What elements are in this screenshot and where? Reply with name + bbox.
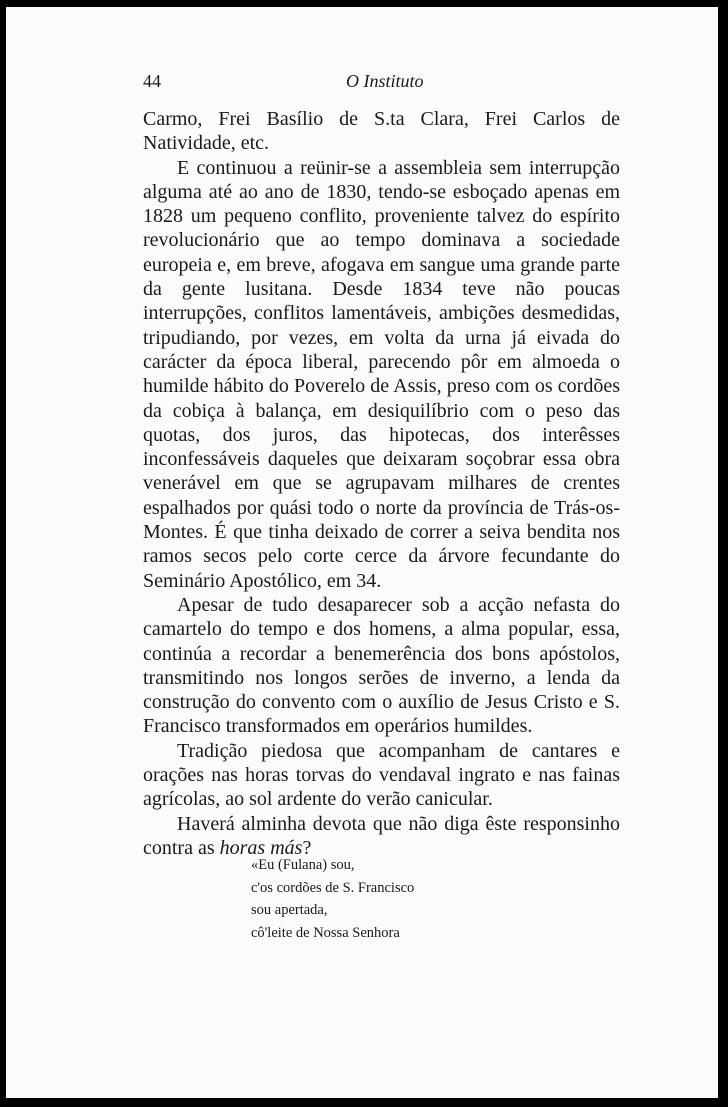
page-number: 44 xyxy=(143,71,161,91)
verse-line: «Eu (Fulana) sou, xyxy=(251,857,355,873)
verse-line: c'os cordões de S. Francisco xyxy=(251,879,415,896)
emphasis-text: horas más xyxy=(219,836,303,859)
verse-line: sou apertada, xyxy=(251,902,328,918)
running-title: O Instituto xyxy=(346,71,424,91)
body-text xyxy=(143,107,620,860)
paragraph-text: Haverá alminha devota que não diga êste responsinho contra as xyxy=(143,812,620,859)
verse-line: cô'leite de Nossa Senhora xyxy=(251,924,400,941)
paragraph: Carmo, Frei Basílio de S.ta Clara, Frei Carlos de Natividade, etc. xyxy=(143,108,620,155)
paragraph-end: ? xyxy=(302,836,312,859)
verse-block xyxy=(251,854,511,944)
paragraph: Tradição piedosa que acompanham de cantares e orações nas horas torvas do vendaval ingrato e nas fainas agrícolas, ao sol ardente do verão canicular. xyxy=(143,739,620,811)
book-page xyxy=(6,7,718,1098)
paragraph: Apesar de tudo desaparecer sob a acção nefasta do camartelo do tempo e dos homens, a alma popular, essa, continúa a recordar a benemerência dos bons apóstolos, transmitindo nos longos serões de inverno, a lenda da construção do convento com o auxílio de Jesus Cristo e S. Francisco transformados em operários humildes. xyxy=(143,593,620,738)
paragraph: E continuou a reünir-se a assembleia sem interrupção alguma até ao ano de 1830, tendo-se esboçado apenas em 1828 um pequeno conflito, proveniente talvez do espírito revolucionário que ao tempo dominava a sociedade europeia e, em breve, afogava em sangue uma grande parte da gente lusitana. Desde 1834 teve não poucas interrupções, conflitos lamentáveis, ambições desmedidas, tripudiando, por vezes, em volta da urna já eivada do carácter da época liberal, parecendo pôr em almoeda o humilde hábito do Poverelo de Assis, preso com os cordões da cobiça à balança, em desiquilíbrio com o peso das quotas, dos juros, das hipotecas, dos interêsses inconfessáveis daqueles que deixaram soçobrar essa obra venerável em que se agrupavam milhares de crentes espalhados por quási todo o norte da província de Trás-os-Montes. É que tinha deixado de correr a seiva bendita nos ramos secos pelo corte cerce da árvore fecundante do Seminário Apostólico, em 34. xyxy=(143,156,620,592)
paragraph-last xyxy=(143,812,620,861)
